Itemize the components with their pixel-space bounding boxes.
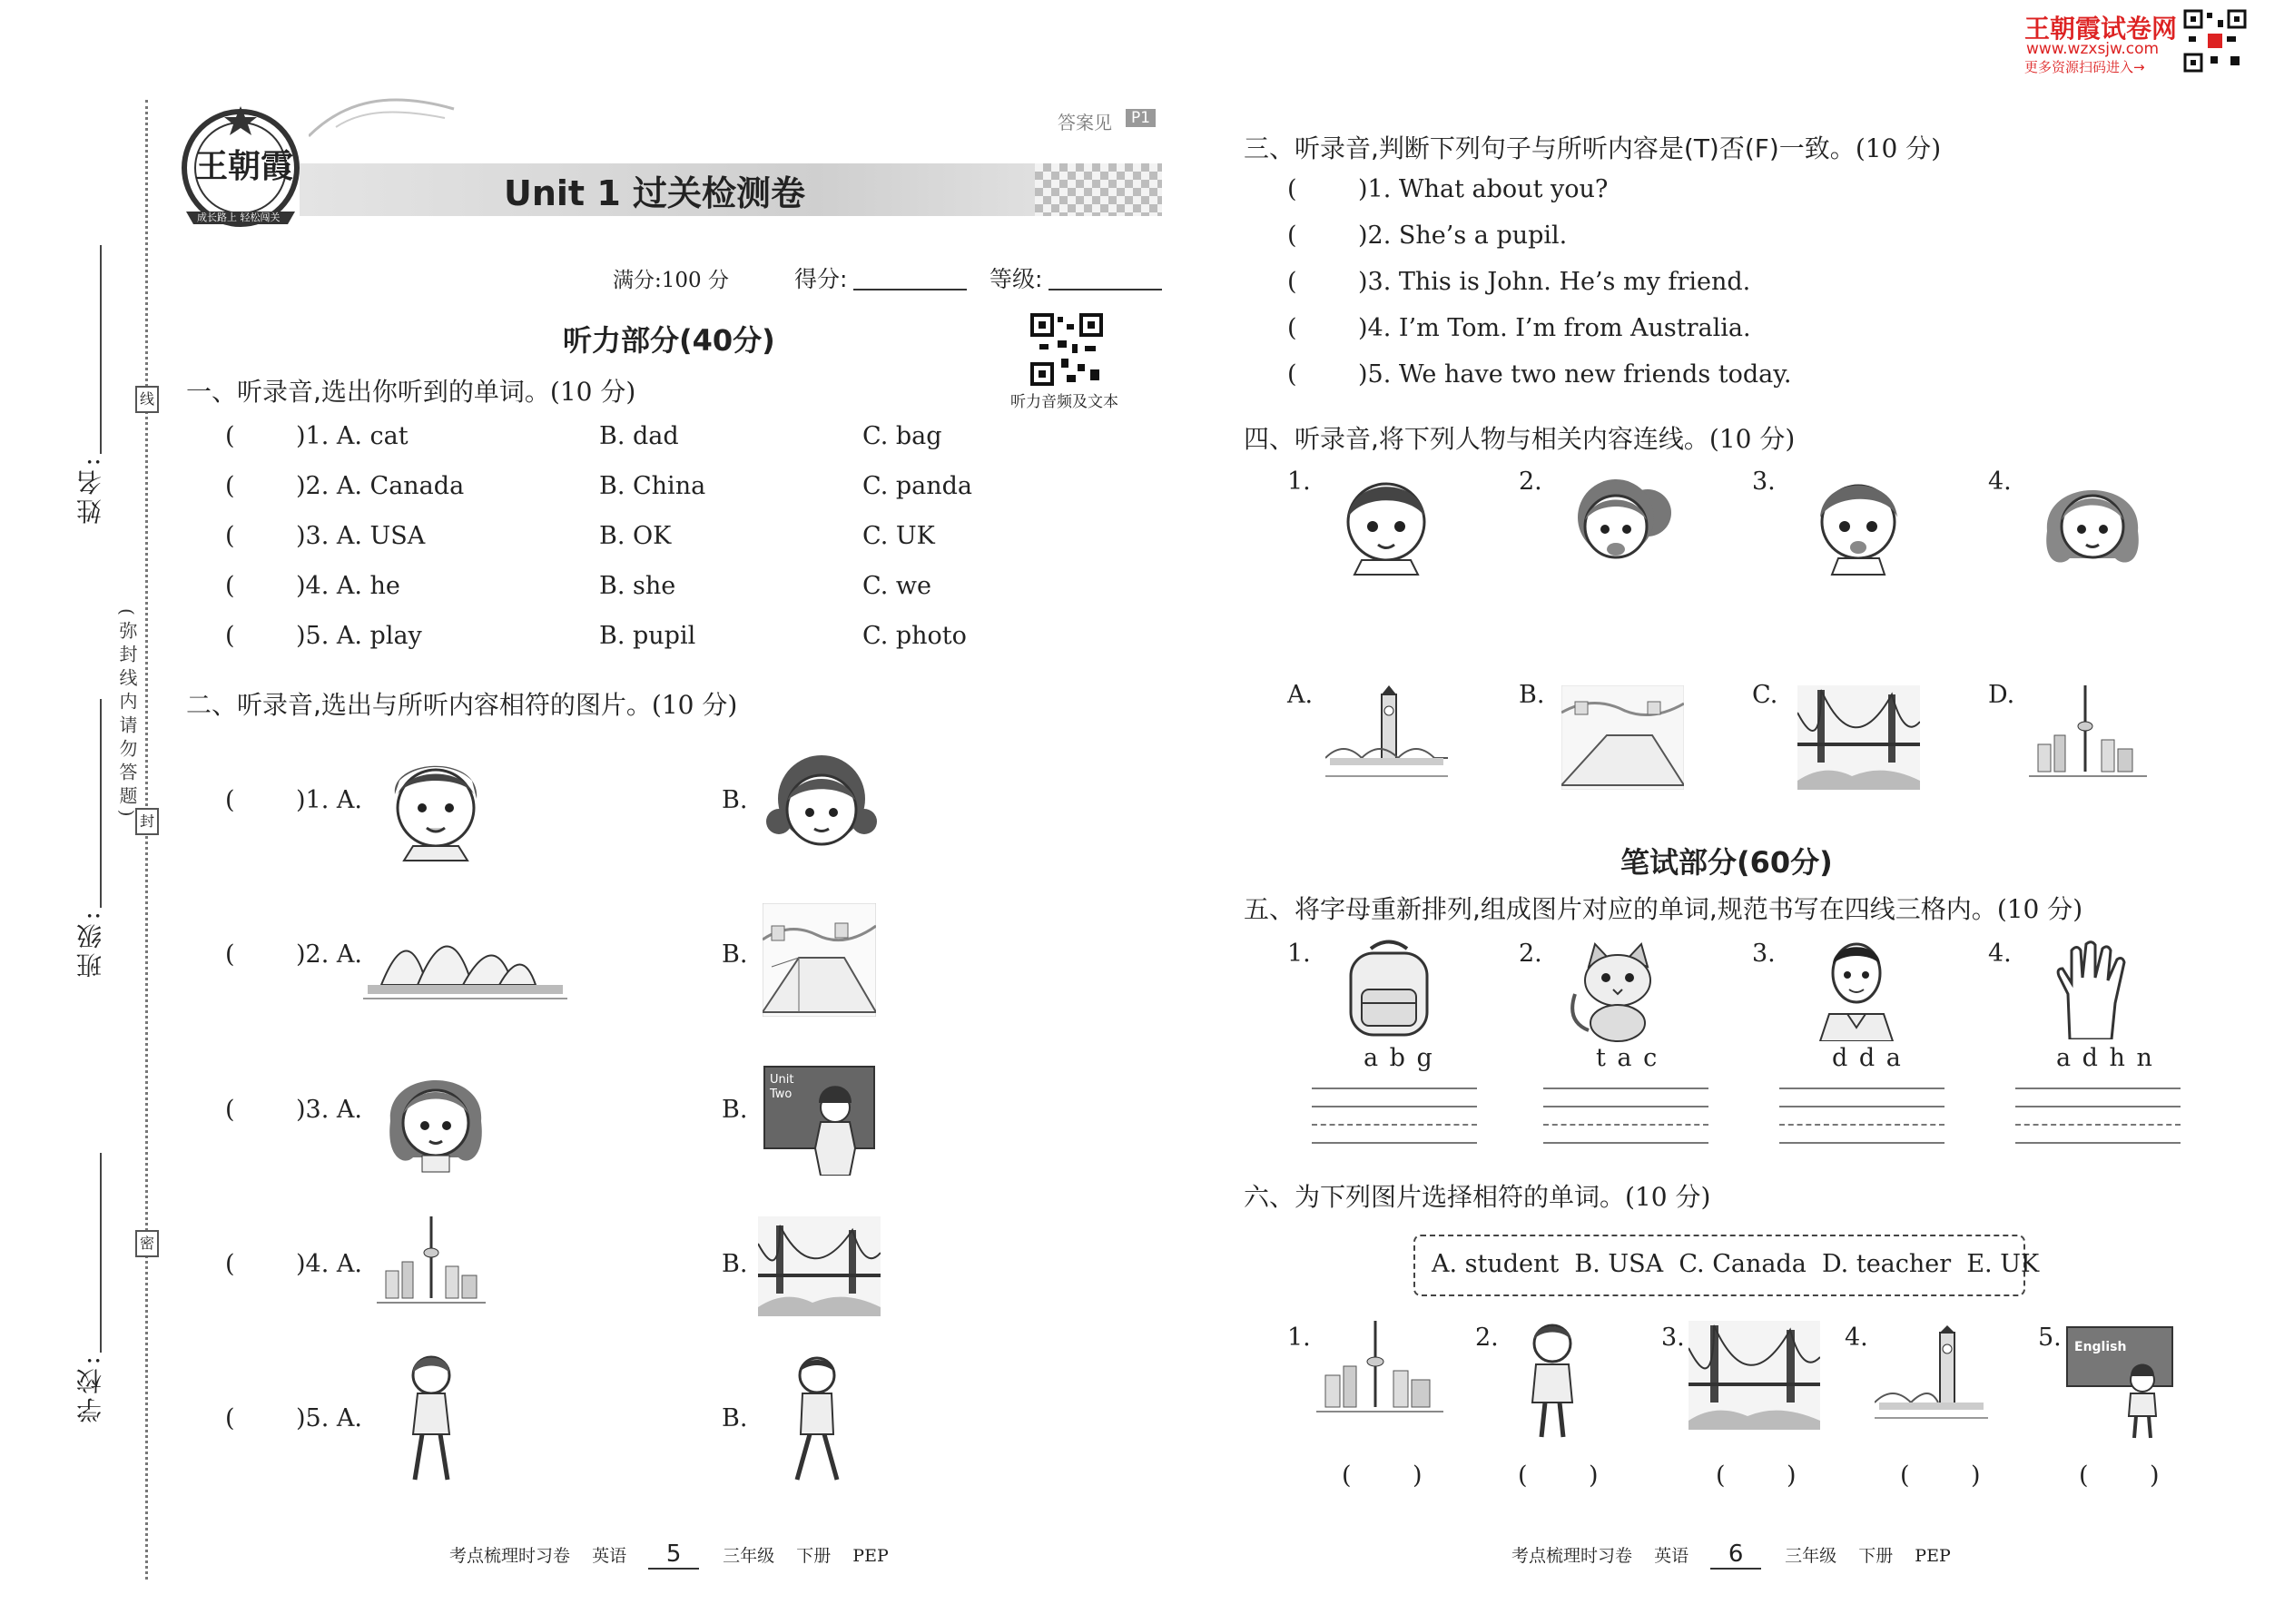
s1-item-2-c: C. panda: [862, 472, 973, 500]
man-icon: [1807, 937, 1906, 1045]
footer-left-grade: 三年级: [723, 1546, 775, 1566]
section2-title: [186, 685, 737, 722]
checker-pattern: [1035, 163, 1162, 216]
section3-points: (10 分): [1855, 133, 1942, 163]
footer-left-subject: 英语: [592, 1546, 627, 1566]
section4-title: [1244, 419, 1795, 456]
brand-url: www.wzxsjw.com: [2026, 40, 2160, 58]
footer-left-term: 下册: [796, 1546, 832, 1566]
s2-item-4-b: B.: [722, 1250, 748, 1278]
section5-points: (10 分): [1996, 894, 2083, 924]
s2-item-3: ( )3. A.: [225, 1096, 362, 1124]
brand-qr-code-icon[interactable]: [2183, 9, 2247, 73]
boy-walking-icon: [781, 1353, 853, 1492]
listening-title: 听力部分(40分): [563, 323, 775, 358]
s5-item-1-writing-lines[interactable]: [1312, 1088, 1477, 1146]
answer-ref-page: P1: [1126, 109, 1156, 127]
s5-item-2-num: 2.: [1519, 940, 1542, 968]
logo-text: 王朝霞: [195, 148, 294, 185]
score-label: 得分:: [794, 266, 848, 292]
s2-item-5: ( )5. A.: [225, 1404, 362, 1432]
grade-blank[interactable]: [1049, 289, 1162, 290]
s4-place-b-label: B.: [1519, 681, 1545, 709]
page-title: Unit 1 过关检测卷: [504, 173, 805, 213]
s5-item-3-letters: d d a: [1832, 1044, 1903, 1072]
s6-item-4-num: 4.: [1845, 1324, 1868, 1352]
binding-mark-seal: 封: [135, 808, 159, 835]
s6-answer-5[interactable]: ( ): [2079, 1462, 2160, 1490]
s4-place-d-label: D.: [1988, 681, 2015, 709]
s1-item-1-b: B. dad: [599, 422, 679, 450]
big-ben-london-icon: [1325, 685, 1448, 789]
section1-points: (10 分): [549, 377, 636, 407]
s6-answer-1[interactable]: ( ): [1342, 1462, 1423, 1490]
footer-right-edition: PEP: [1915, 1546, 1951, 1566]
footer-left-edition: PEP: [852, 1546, 889, 1566]
footer-right: [1511, 1540, 1951, 1570]
big-ben-london-icon: [1875, 1325, 1988, 1429]
wangzhaoxia-logo: [177, 104, 304, 231]
s2-item-4: ( )4. A.: [225, 1250, 362, 1278]
board-text-english: English: [2074, 1340, 2127, 1354]
s2-item-5-b: B.: [722, 1404, 748, 1432]
girl-face-icon: [2038, 468, 2147, 580]
qr-caption: 听力音频及文本: [1010, 393, 1118, 411]
s4-person-4-num: 4.: [1988, 468, 2012, 496]
s5-item-2-writing-lines[interactable]: [1543, 1088, 1708, 1146]
s5-item-3-num: 3.: [1752, 940, 1776, 968]
s6-item-1-num: 1.: [1287, 1324, 1311, 1352]
s5-item-3-writing-lines[interactable]: [1779, 1088, 1944, 1146]
s1-item-4-b: B. she: [599, 572, 676, 600]
boy-face-icon: [1807, 468, 1911, 580]
s5-item-4-writing-lines[interactable]: [2015, 1088, 2181, 1146]
s6-answer-4[interactable]: ( ): [1900, 1462, 1981, 1490]
s3-item-2: ( )2. She’s a pupil.: [1287, 221, 1568, 250]
s4-place-c-label: C.: [1752, 681, 1778, 709]
s2-item-2: ( )2. A.: [225, 940, 362, 969]
answer-ref-label: 答案见: [1058, 112, 1112, 133]
section5-title-text: 五、将字母重新排列,组成图片对应的单词,规范书写在四线三格内。: [1244, 894, 1997, 924]
s1-item-4: ( )4. A. he: [225, 572, 400, 600]
full-score: 满分:100 分: [613, 269, 729, 292]
footer-right-book: 考点梳理时习卷: [1511, 1546, 1633, 1566]
s1-item-1: ( )1. A. cat: [225, 422, 409, 450]
s1-item-5-c: C. photo: [862, 622, 967, 650]
binding-mark-line: 线: [135, 386, 159, 413]
footer-right-page: 6: [1710, 1540, 1761, 1570]
class-line: [100, 699, 102, 908]
teacher-at-board-icon: [763, 1062, 876, 1176]
s3-item-5: ( )5. We have two new friends today.: [1287, 360, 1792, 389]
girl-face-icon: [763, 744, 881, 866]
boy-face-icon: [381, 744, 490, 866]
s5-item-1-letters: a b g: [1364, 1044, 1434, 1072]
s1-item-2: ( )2. A. Canada: [225, 472, 465, 500]
binding-mark-secret: 密: [135, 1230, 159, 1257]
section6-title: [1244, 1177, 1710, 1214]
s4-person-2-num: 2.: [1519, 468, 1542, 496]
brand-name: 王朝霞试卷网: [2024, 14, 2178, 44]
s5-item-4-num: 4.: [1988, 940, 2012, 968]
section1-title: [186, 372, 635, 408]
writing-title: 笔试部分(60分): [1620, 845, 1833, 880]
great-wall-icon: [1561, 685, 1684, 793]
s6-item-2-num: 2.: [1475, 1324, 1499, 1352]
brand-tagline: 更多资源扫码进入→: [2024, 59, 2145, 75]
name-line: [100, 245, 102, 454]
section4-title-text: 四、听录音,将下列人物与相关内容连线。: [1244, 424, 1709, 454]
s6-answer-2[interactable]: ( ): [1518, 1462, 1599, 1490]
school-label: 学校:: [75, 1353, 105, 1423]
word-options: A. student B. USA C. Canada D. teacher E. UK: [1432, 1250, 2040, 1278]
backpack-icon: [1334, 940, 1443, 1043]
girl-face-icon: [381, 1058, 490, 1179]
s2-item-1: ( )1. A.: [225, 786, 362, 814]
s5-item-4-letters: a d h n: [2056, 1044, 2154, 1072]
girl-walking-icon: [395, 1353, 468, 1492]
s1-item-3-b: B. OK: [599, 522, 672, 550]
board-text-unit-two: Unit Two: [770, 1073, 794, 1101]
score-blank[interactable]: [853, 289, 967, 290]
girl-ponytail-face-icon: [1561, 468, 1679, 580]
s3-item-4: ( )4. I’m Tom. I’m from Australia.: [1287, 314, 1751, 342]
s6-answer-3[interactable]: ( ): [1716, 1462, 1797, 1490]
footer-right-grade: 三年级: [1785, 1546, 1837, 1566]
footer-right-term: 下册: [1858, 1546, 1894, 1566]
grade-label: 等级:: [989, 266, 1043, 292]
golden-gate-bridge-icon: [1689, 1321, 1820, 1433]
s6-item-3-num: 3.: [1661, 1324, 1685, 1352]
footer-right-subject: 英语: [1654, 1546, 1689, 1566]
s2-item-2-b: B.: [722, 940, 748, 969]
hand-icon: [2052, 940, 2133, 1043]
school-line: [100, 1153, 102, 1353]
golden-gate-bridge-icon: [1797, 685, 1920, 793]
footer-left: [449, 1540, 889, 1570]
boy-student-icon: [1516, 1321, 1589, 1442]
logo-motto: 成长路上 轻松闯关: [197, 212, 281, 223]
s2-item-3-b: B.: [722, 1096, 748, 1124]
section3-title-text: 三、听录音,判断下列句子与所听内容是(T)否(F)一致。: [1244, 133, 1856, 163]
name-label: 姓名:: [75, 454, 105, 525]
toronto-skyline-icon: [377, 1216, 486, 1315]
qr-code-icon[interactable]: [1030, 313, 1103, 386]
ribbon-decoration: [309, 91, 463, 145]
great-wall-icon: [763, 903, 876, 1020]
footer-left-page: 5: [648, 1540, 699, 1570]
s5-item-2-letters: t a c: [1596, 1044, 1659, 1072]
section4-points: (10 分): [1708, 424, 1796, 454]
golden-gate-bridge-icon: [758, 1216, 881, 1320]
section2-points: (10 分): [651, 690, 738, 720]
binding-dotted-line: [145, 100, 148, 1580]
section6-points: (10 分): [1625, 1182, 1711, 1212]
class-label: 班级:: [75, 908, 105, 979]
section1-title-text: 一、听录音,选出你听到的单词。: [186, 377, 550, 407]
section3-title: [1244, 129, 1941, 165]
s4-person-3-num: 3.: [1752, 468, 1776, 496]
section6-title-text: 六、为下列图片选择相符的单词。: [1244, 1182, 1626, 1212]
s1-item-3-c: C. UK: [862, 522, 935, 550]
cat-icon: [1566, 940, 1670, 1048]
sydney-opera-house-icon: [363, 908, 567, 1007]
toronto-skyline-icon: [1316, 1321, 1443, 1424]
section2-title-text: 二、听录音,选出与所听内容相符的图片。: [186, 690, 652, 720]
s3-item-1: ( )1. What about you?: [1287, 175, 1609, 203]
s1-item-4-c: C. we: [862, 572, 931, 600]
s6-item-5-num: 5.: [2038, 1324, 2062, 1352]
s1-item-1-c: C. bag: [862, 422, 942, 450]
s1-item-5: ( )5. A. play: [225, 622, 422, 650]
boy-face-icon: [1334, 468, 1439, 580]
s4-person-1-num: 1.: [1287, 468, 1311, 496]
s1-item-2-b: B. China: [599, 472, 706, 500]
s2-item-1-b: B.: [722, 786, 748, 814]
s4-place-a-label: A.: [1287, 681, 1314, 709]
s5-item-1-num: 1.: [1287, 940, 1311, 968]
s1-item-3: ( )3. A. USA: [225, 522, 426, 550]
s3-item-3: ( )3. This is John. He’s my friend.: [1287, 268, 1751, 296]
right-page: [1171, 0, 2294, 1624]
section5-title: [1244, 890, 2082, 926]
s1-item-5-b: B. pupil: [599, 622, 696, 650]
toronto-skyline-icon: [2029, 685, 2147, 789]
footer-left-book: 考点梳理时习卷: [449, 1546, 571, 1566]
binding-note: (弥封线内请勿答题): [116, 608, 138, 822]
english-teacher-icon: [2065, 1325, 2174, 1439]
